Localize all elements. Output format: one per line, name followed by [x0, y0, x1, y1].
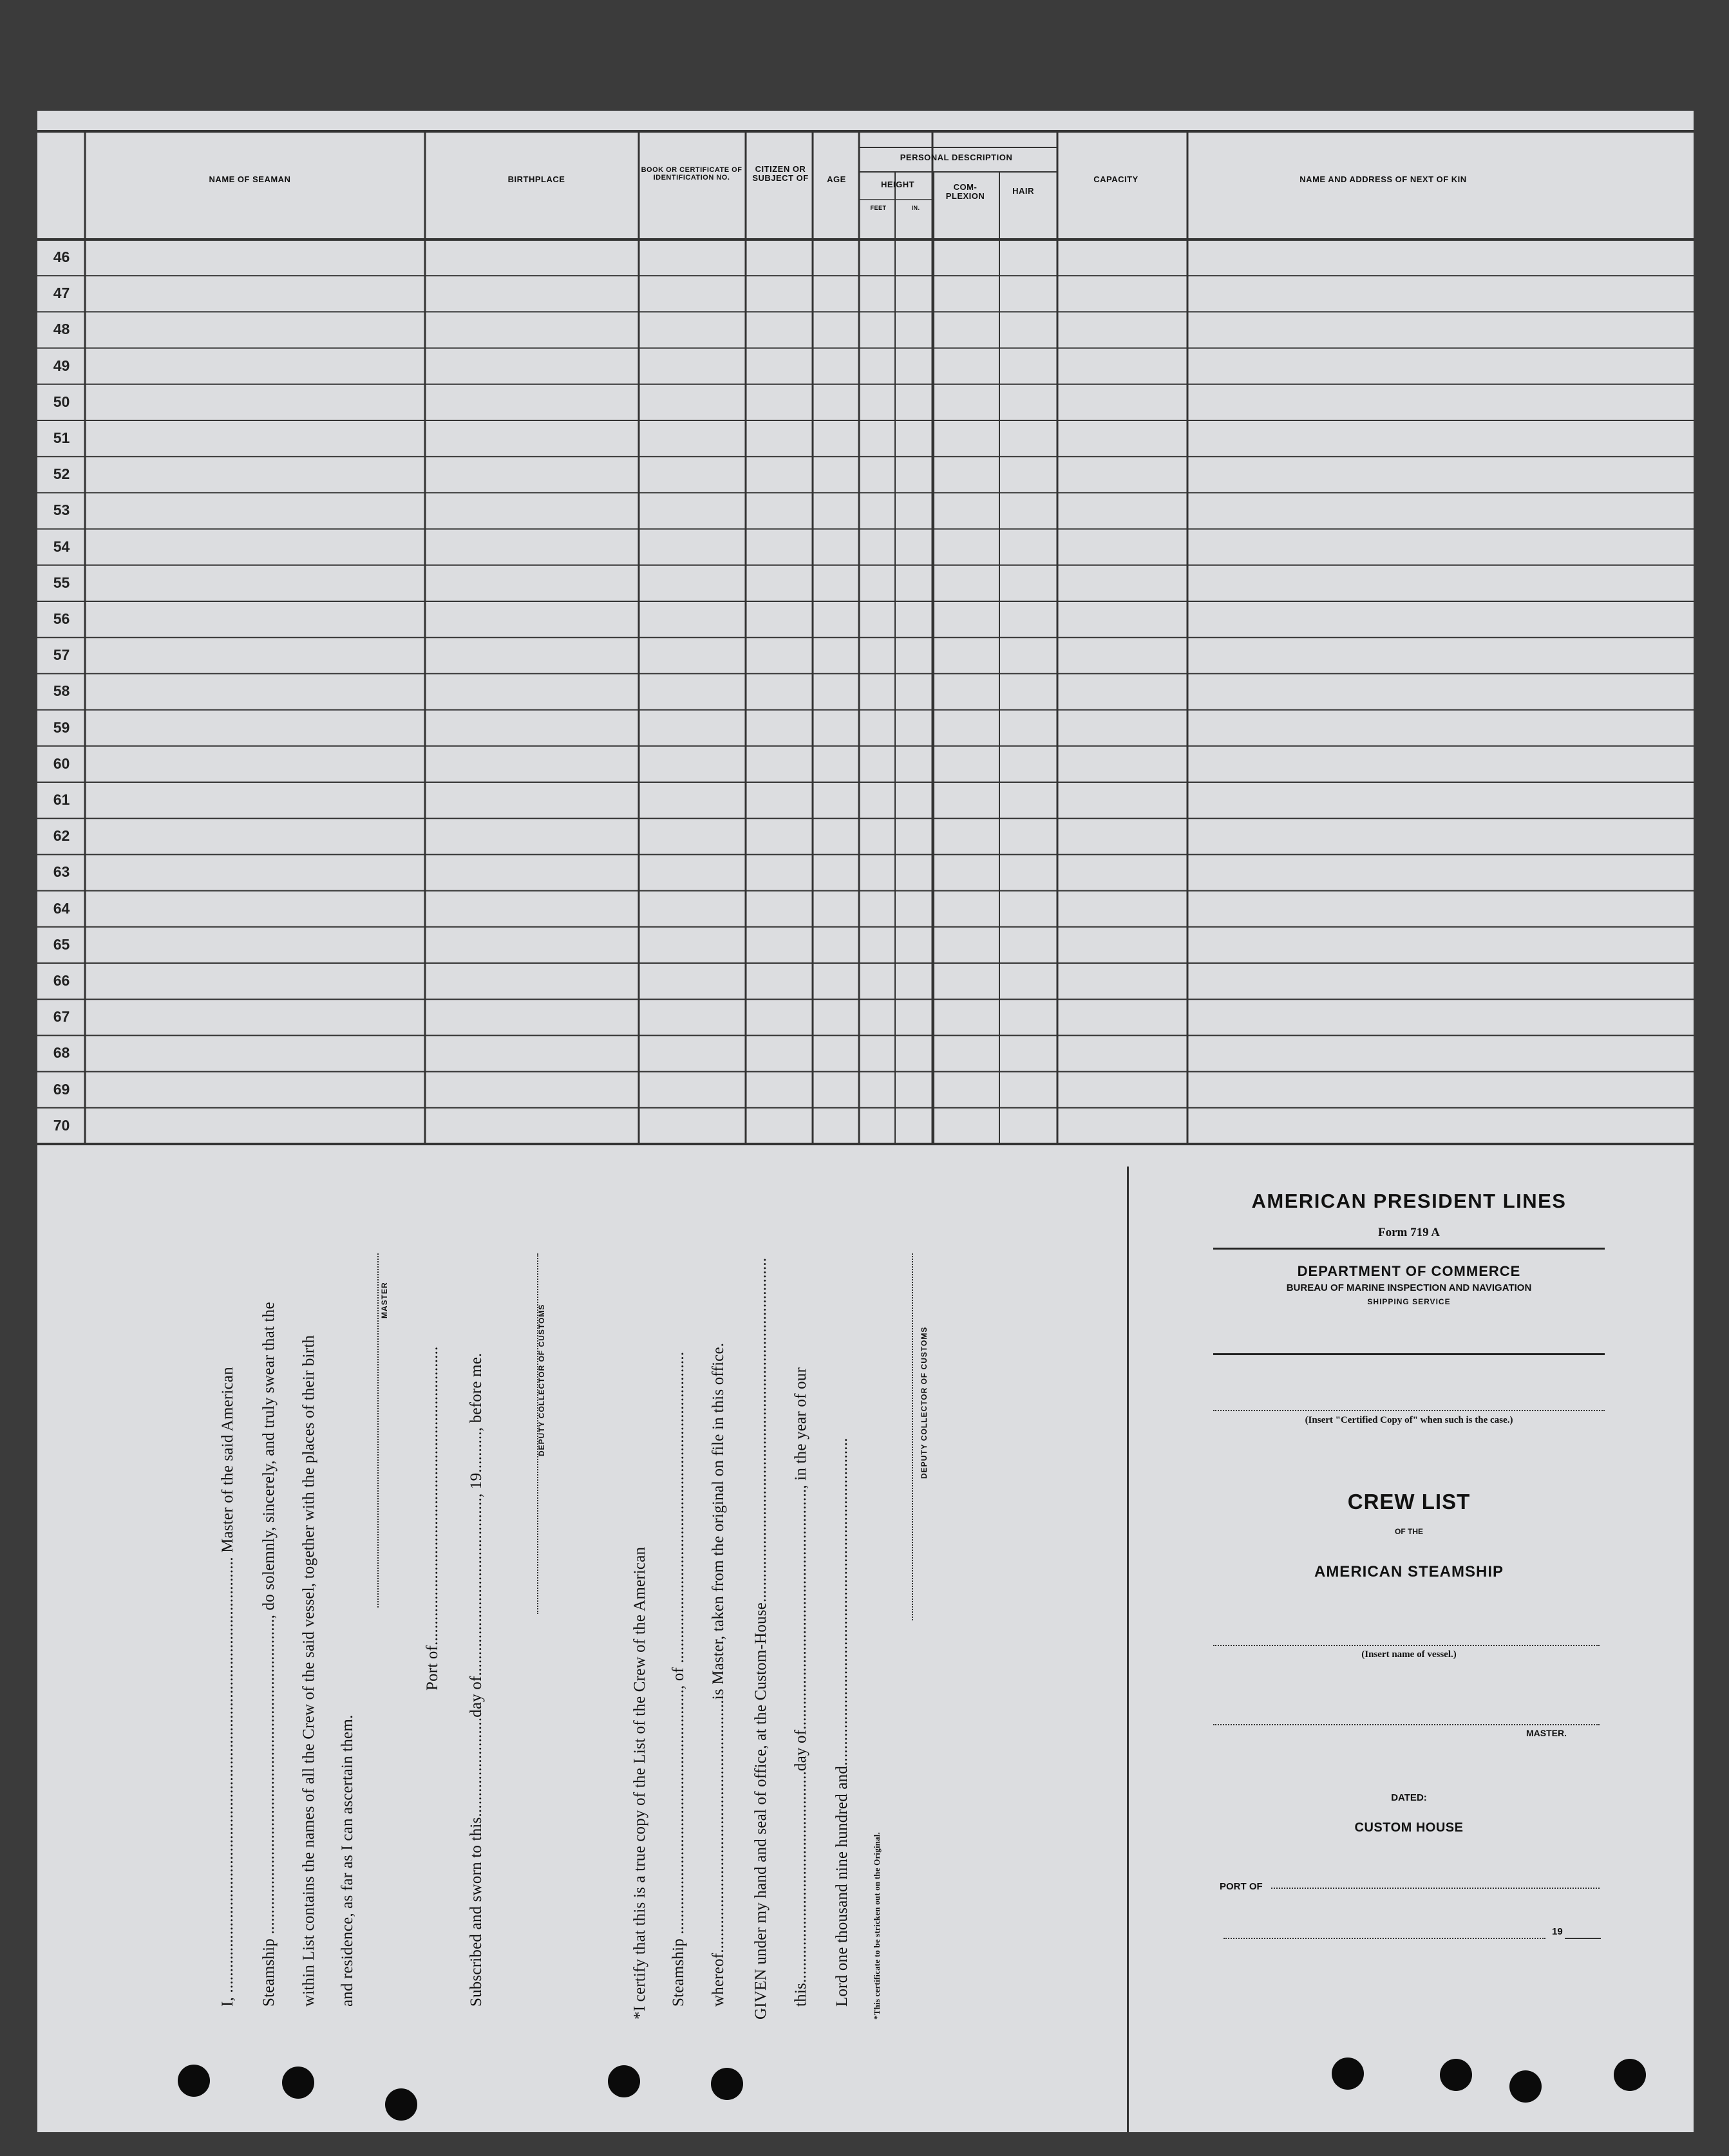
table-grid [37, 111, 1694, 1154]
header-citizen: CITIZEN OR SUBJECT OF [752, 164, 809, 183]
master-name-field[interactable] [1213, 1724, 1600, 1725]
row-number: 48 [53, 321, 70, 338]
port-of-label: PORT OF [1220, 1881, 1263, 1892]
oath-line-4: and residence, as far as I can ascertain them. [339, 1714, 356, 2007]
certificate-line-5: this...................................................day of.........................................................., in the year of our [792, 1367, 809, 2007]
punch-hole [282, 2067, 314, 2099]
row-number: 69 [53, 1080, 70, 1098]
certificate-deputy-line[interactable] [912, 1253, 914, 1620]
punch-hole [1332, 2058, 1364, 2090]
port-of-field[interactable] [1271, 1888, 1600, 1889]
row-number: 57 [53, 646, 70, 664]
header-capacity: CAPACITY [1093, 174, 1138, 184]
oath-line-1: I, ......................................................................................................... Master of the said American [219, 1367, 236, 2007]
shipping-service: SHIPPING SERVICE [1367, 1297, 1451, 1306]
certificate-line-1: *I certify that this is a true copy of the List of the Crew of the American [631, 1546, 648, 2020]
certificate-line-3: whereof.............................................................is Master, taken from the original on file in this office. [710, 1342, 727, 2007]
header-complexion: COM- PLEXION [945, 182, 985, 201]
row-number: 66 [53, 972, 70, 989]
company-name: AMERICAN PRESIDENT LINES [1251, 1190, 1567, 1212]
row-number: 62 [53, 827, 70, 845]
row-number: 53 [53, 502, 70, 519]
row-number: 70 [53, 1116, 70, 1134]
american-steamship-label: AMERICAN STEAMSHIP [1314, 1563, 1504, 1580]
row-number: 58 [53, 682, 70, 700]
custom-house-label: CUSTOM HOUSE [1354, 1821, 1464, 1835]
row-number: 51 [53, 429, 70, 446]
header-book-certificate: BOOK OR CERTIFICATE OF IDENTIFICATION NO. [641, 166, 742, 182]
bureau-name: BUREAU OF MARINE INSPECTION AND NAVIGATION [1286, 1282, 1532, 1293]
punch-hole [178, 2065, 210, 2097]
year-field[interactable] [1565, 1938, 1601, 1939]
row-number: 68 [53, 1044, 70, 1062]
oath-line-3: within List contains the names of all the Crew of the said vessel, together with the places of their birth [300, 1335, 317, 2007]
row-number: 65 [53, 935, 70, 953]
header-height: HEIGHT [880, 180, 915, 189]
header-age: AGE [827, 174, 846, 184]
certificate-footnote: *This certificate to be stricken out on the Original. [872, 1832, 882, 2020]
row-number: 54 [53, 538, 70, 555]
header-name-of-seaman: NAME OF SEAMAN [209, 174, 291, 184]
section-divider [1127, 1167, 1129, 2132]
row-number: 67 [53, 1008, 70, 1026]
sworn-line: Subscribed and sworn to this........................day of..........................................., 19.........., before me. [468, 1353, 485, 2007]
punch-hole [1614, 2059, 1646, 2091]
row-number: 46 [53, 248, 70, 265]
row-number: 59 [53, 718, 70, 736]
header-birthplace: BIRTHPLACE [507, 174, 565, 184]
insert-certified-note: (Insert "Certified Copy of" when such is the case.) [1305, 1415, 1513, 1425]
dated-label: DATED: [1391, 1792, 1427, 1803]
row-number: 47 [53, 285, 70, 302]
certificate-line-2: Steamship ..........................................................., of ........................................................................... [670, 1351, 687, 2007]
of-the-label: OF THE [1395, 1527, 1423, 1536]
header-next-of-kin: NAME AND ADDRESS OF NEXT OF KIN [1299, 174, 1467, 184]
certificate-deputy-label: DEPUTY COLLECTOR OF CUSTOMS [920, 1326, 929, 1479]
row-number: 55 [53, 574, 70, 591]
header-hair: HAIR [1012, 186, 1034, 196]
date-field[interactable] [1224, 1938, 1545, 1939]
certificate-line-6: Lord one thousand nine hundred and............................................................................... [833, 1438, 851, 2007]
rule [1213, 1353, 1605, 1355]
header-feet: FEET [870, 205, 887, 211]
certified-copy-field[interactable] [1213, 1410, 1605, 1411]
crew-list-form [37, 111, 1694, 2132]
row-number: 50 [53, 393, 70, 410]
oath-line-2: Steamship ............................................................................, do solemnly, sincerely, and truly swear that the [260, 1302, 278, 2007]
row-number: 52 [53, 465, 70, 483]
port-of-line: Port of........................................................................ [424, 1346, 441, 1691]
row-number: 63 [53, 863, 70, 881]
insert-vessel-note: (Insert name of vessel.) [1361, 1649, 1457, 1660]
rule [1213, 1248, 1605, 1250]
certificate-line-4: GIVEN under my hand and seal of office, at the Custom-House................................................................................... [752, 1257, 770, 2020]
header-inches: IN. [911, 205, 920, 211]
deputy-collector-label: DEPUTY COLLECTOR OF CUSTOMS [537, 1304, 546, 1456]
department-name: DEPARTMENT OF COMMERCE [1297, 1263, 1521, 1279]
row-number: 61 [53, 791, 70, 808]
master-label: MASTER. [1526, 1728, 1567, 1738]
punch-hole [711, 2068, 743, 2100]
master-label: MASTER [380, 1282, 389, 1318]
crew-list-title: CREW LIST [1347, 1490, 1471, 1514]
row-number: 60 [53, 755, 70, 772]
row-number: 49 [53, 357, 70, 374]
punch-hole [608, 2065, 640, 2097]
year-prefix: 19 [1552, 1926, 1563, 1937]
punch-hole [385, 2088, 417, 2121]
row-number: 64 [53, 899, 70, 917]
row-number: 56 [53, 610, 70, 627]
vessel-name-field[interactable] [1213, 1645, 1600, 1646]
form-number: Form 719 A [1377, 1226, 1441, 1239]
punch-hole [1440, 2059, 1472, 2091]
header-personal-description: PERSONAL DESCRIPTION [900, 153, 1013, 162]
punch-hole [1509, 2070, 1542, 2103]
